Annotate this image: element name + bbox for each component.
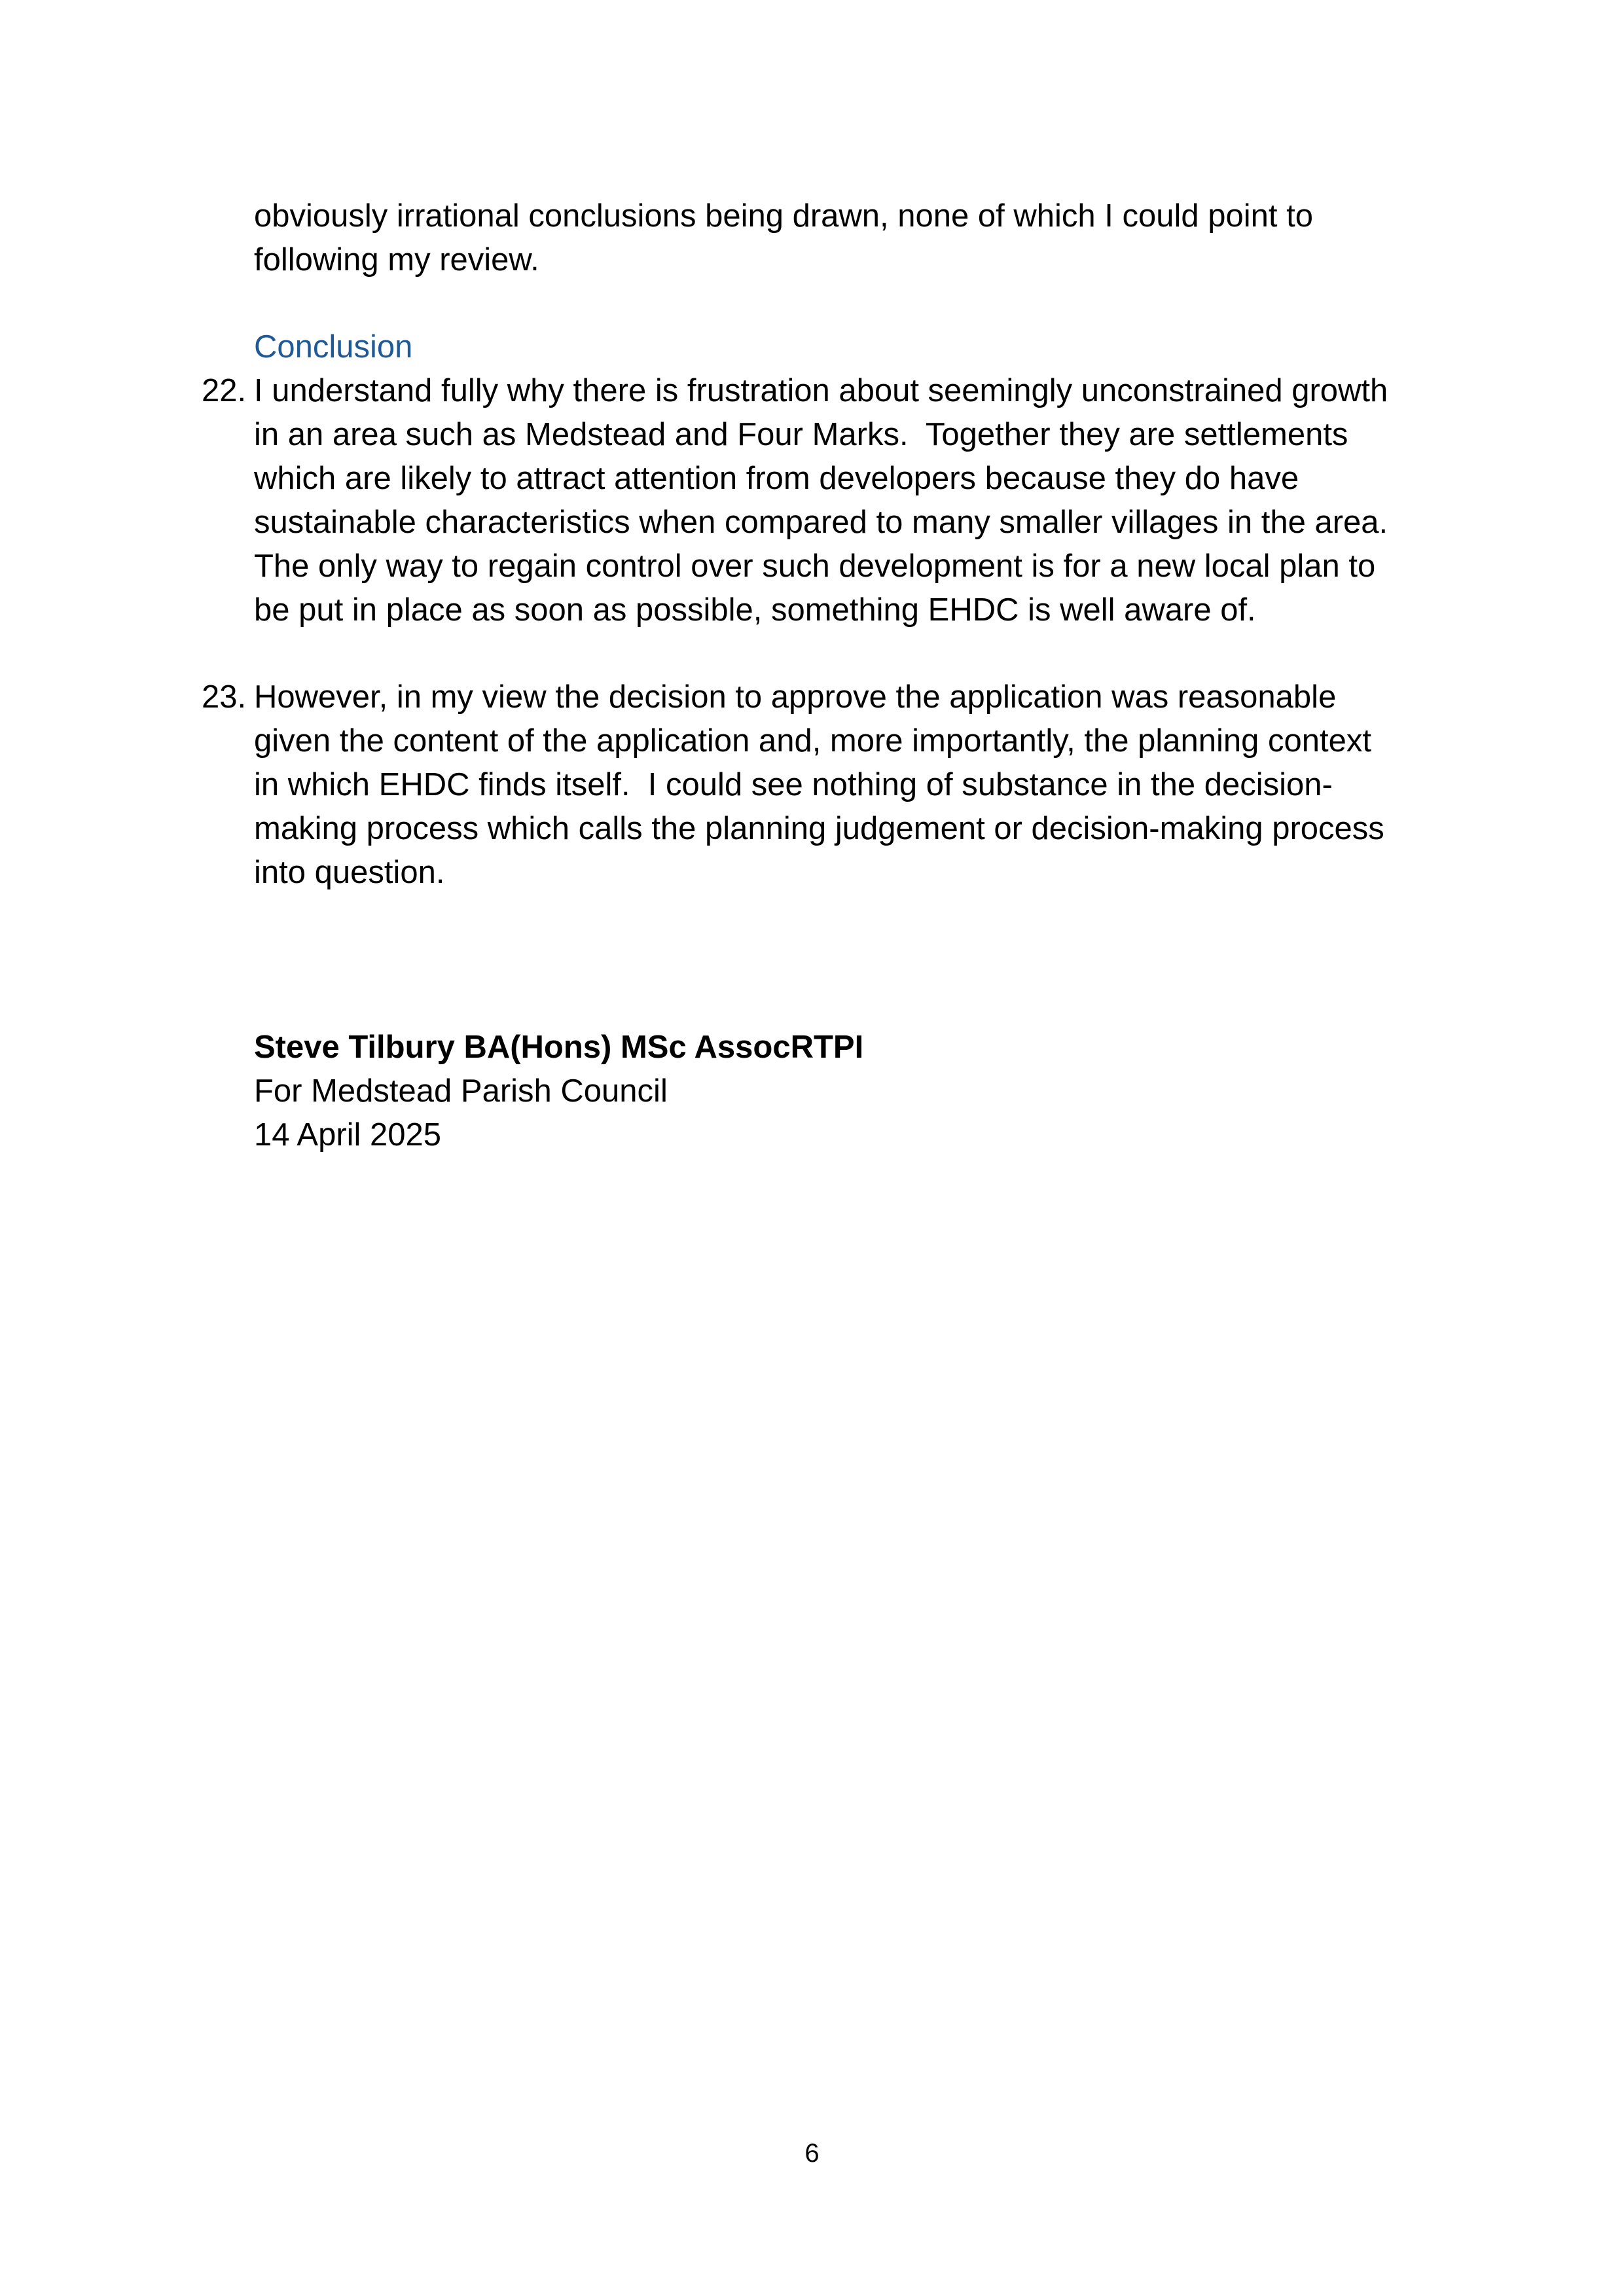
paragraph-line: into question. [254,855,445,890]
signatory-name: Steve Tilbury BA(Hons) MSc AssocRTPI [254,1030,864,1065]
paragraph-line: which are likely to attract attention from developers because they do have [254,461,1299,496]
paragraph-22 [202,369,1445,632]
paragraph-line: given the content of the application and, more importantly, the planning context [254,723,1372,759]
paragraph-line: in which EHDC finds itself. I could see nothing of substance in the decision- [254,767,1333,802]
paragraph-number: 23. [202,679,247,715]
signature-block [254,1026,1432,1157]
paragraph-line: However, in my view the decision to approve the application was reasonable [254,679,1337,715]
page-number: 6 [804,2139,820,2168]
paragraph-line: making process which calls the planning judgement or decision-making process [254,811,1384,846]
paragraph-line: sustainable characteristics when compared to many smaller villages in the area. [254,505,1388,540]
paragraph-23 [202,675,1445,895]
signature-date: 14 April 2025 [254,1117,442,1153]
continuation-text [254,194,1432,282]
paragraph-line: be put in place as soon as possible, something EHDC is well aware of. [254,592,1256,628]
continuation-line: following my review. [254,242,539,278]
continuation-line: obviously irrational conclusions being drawn, none of which I could point to [254,198,1313,234]
paragraph-line: The only way to regain control over such development is for a new local plan to [254,548,1376,584]
section-heading-conclusion: Conclusion [254,329,413,365]
signatory-organisation: For Medstead Parish Council [254,1073,668,1109]
paragraph-number: 22. [202,373,247,408]
paragraph-line: I understand fully why there is frustration about seemingly unconstrained growth [254,373,1388,408]
paragraph-line: in an area such as Medstead and Four Marks. Together they are settlements [254,417,1348,452]
